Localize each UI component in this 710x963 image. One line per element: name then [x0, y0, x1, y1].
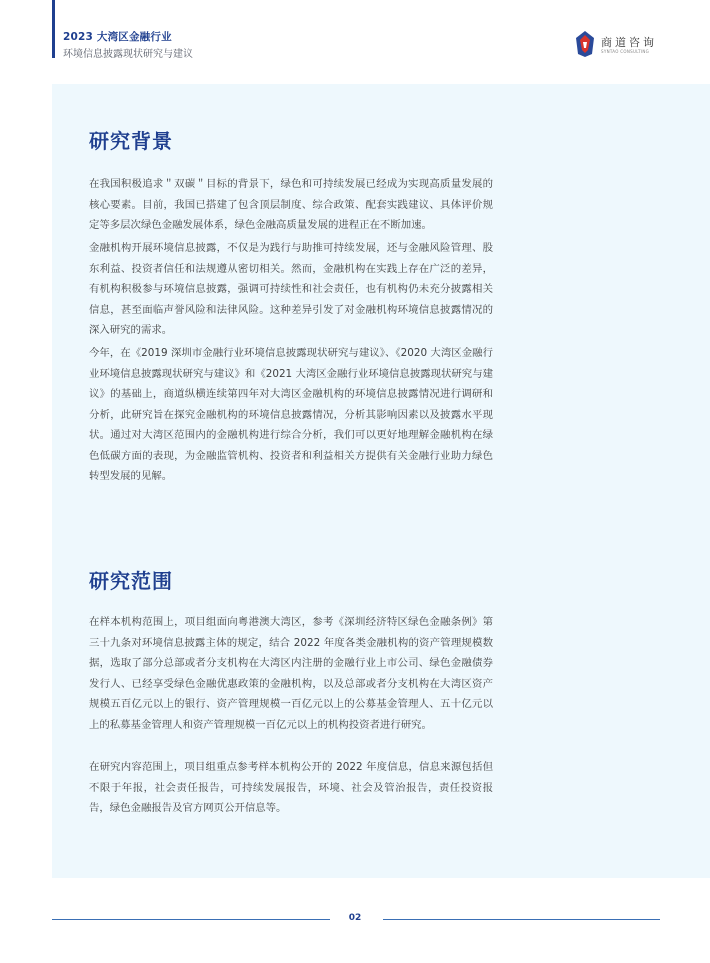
footer-divider-right — [383, 919, 660, 920]
report-subtitle: 环境信息披露现状研究与建议 — [63, 49, 193, 60]
paragraph: 在样本机构范围上，项目组面向粤港澳大湾区，参考《深圳经济特区绿色金融条例》第三十九条对环境信息披露主体的规定，结合 2022 年度各类金融机构的资产管理规模数据，选取了部分总部或者分支机构在大湾区内注册的金融行业上市公司、绿色金融债券发行人、已经享受绿色金融优惠政策的金融机构，以及总部或者分支机构在大湾区资产规模五百亿元以上的银行、资产管理规模一百亿元以上的公募基金管理人、五十亿元以上的私募基金管理人和资产管理规模一百亿元以上的机构投资者进行研究。 — [89, 616, 493, 731]
section-title: 研究背景 — [89, 129, 173, 153]
paragraph: 今年，在《2019 深圳市金融行业环境信息披露现状研究与建议》、《2020 大湾区金融行业环境信息披露现状研究与建议》和《2021 大湾区金融行业环境信息披露现状研究与建议》的基础上，商道纵横连续第四年对大湾区金融机构的环境信息披露情况进行调研和分析，此研究旨在探究金融机构的环境信息披露情况，分析其影响因素以及披露水平现状。通过对大湾区范围内的金融机构进行综合分析，我们可以更好地理解金融机构在绿色低碳方面的表现，为金融监管机构、投资者和利益相关方提供有关金融行业助力绿色转型发展的见解。 — [89, 347, 493, 482]
company-logo — [574, 30, 674, 58]
page-number: 02 — [348, 913, 362, 923]
paragraph: 在研究内容范围上，项目组重点参考样本机构公开的 2022 年度信息，信息来源包括但不限于年报，社会责任报告，可持续发展报告，环境、社会及管治报告，责任投资报告，绿色金融报告及官方网页公开信息等。 — [89, 761, 493, 814]
logo-wordmark: 商道咨询 — [601, 36, 657, 49]
footer-divider-left — [52, 919, 330, 920]
header-accent-line — [52, 0, 55, 28]
paragraph: 在我国积极追求＂双碳＂目标的背景下，绿色和可持续发展已经成为实现高质量发展的核心要素。目前，我国已搭建了包含顶层制度、综合政策、配套实践建议、具体评价规定等多层次绿色金融发展体系，绿色金融高质量发展的进程正在不断加速。 — [89, 178, 493, 231]
section-title: 研究范围 — [89, 569, 173, 593]
paragraph: 金融机构开展环境信息披露，不仅是为践行与助推可持续发展，还与金融风险管理、股东利益、投资者信任和法规遵从密切相关。然而，金融机构在实践上存在广泛的差异，有机构积极参与环境信息披露，强调可持续性和社会责任，也有机构仍未充分披露相关信息，甚至面临声誉风险和法律风险。这种差异引发了对金融机构环境信息披露情况的深入研究的需求。 — [89, 242, 493, 336]
logo-emblem-icon — [574, 30, 596, 58]
report-title: 2023 大湾区金融行业 — [63, 31, 172, 43]
header-accent-bar — [52, 28, 55, 58]
logo-tagline: SYNTAO CONSULTING — [601, 49, 650, 54]
